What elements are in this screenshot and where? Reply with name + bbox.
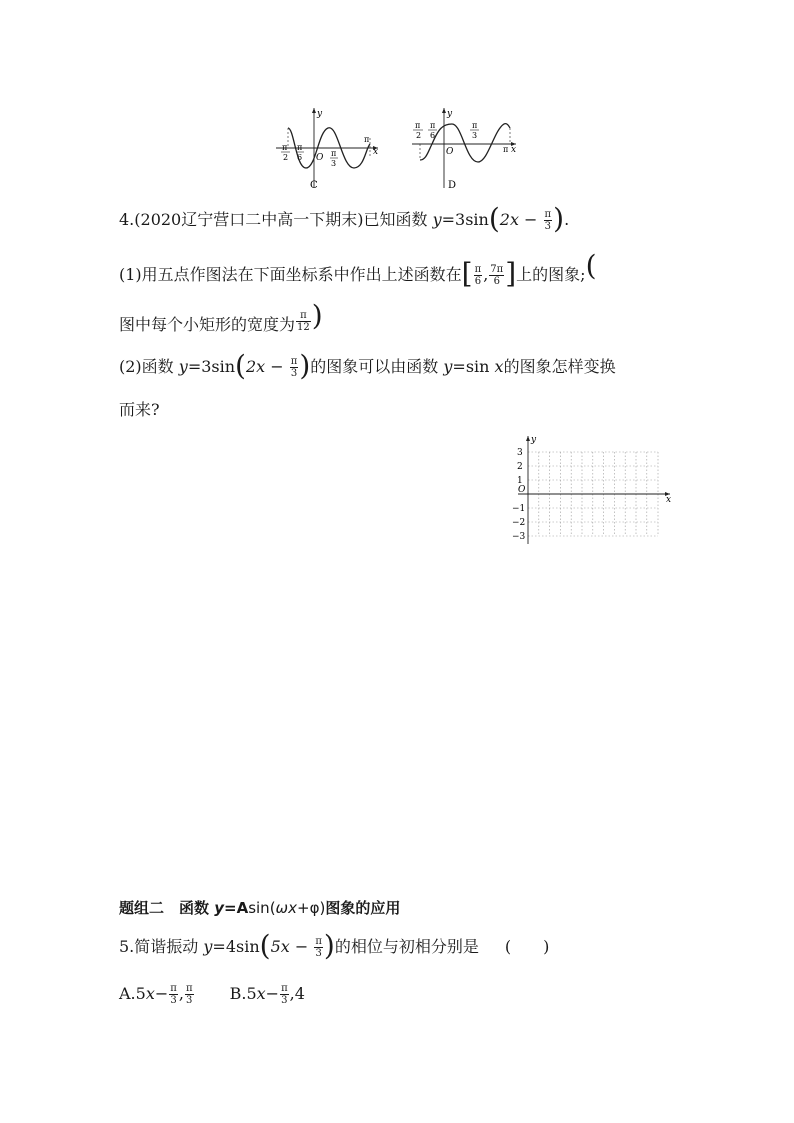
q5-minus: − <box>289 937 314 956</box>
section-title: 题组二 函数 <box>119 899 215 917</box>
q4-part1-paren-open: ( <box>585 248 597 282</box>
q5-option-b-minus: − <box>265 984 280 1003</box>
q4-y: y <box>432 210 442 229</box>
figure-c-tick-pi: π <box>364 135 370 144</box>
q4-part1-line1 <box>119 248 597 290</box>
q4-part2-y: y <box>178 357 188 376</box>
q4-part2-eq: =3sin <box>187 357 236 376</box>
figure-d-tick-pi: π <box>503 145 509 154</box>
q5-eq: =4sin <box>212 937 260 956</box>
q4-part1-text-a: (1)用五点作图法在下面坐标系中作出上述函数在 <box>119 265 462 284</box>
q4-part2-paren-close: ) <box>299 348 311 382</box>
q4-part1-paren-close: ) <box>311 298 323 332</box>
grid-ytick-neg2: −2 <box>512 518 526 528</box>
q4-part2-line2 <box>119 398 160 422</box>
q4-part2-sin: =sin <box>452 357 495 376</box>
q5-options <box>119 982 305 1006</box>
section-eq: =A <box>224 899 249 917</box>
q5-option-a-minus: − <box>154 984 169 1003</box>
figure-d-x-label: x <box>511 145 517 155</box>
q4-paren-open: ( <box>488 201 500 235</box>
q4-part2-x: x <box>494 357 504 376</box>
q5-y: y <box>203 937 213 956</box>
section-heading <box>119 896 400 920</box>
section-phi: +φ) <box>297 899 326 917</box>
grid-origin: O <box>518 485 526 495</box>
q4-part2-paren-open: ( <box>235 348 246 382</box>
q4-part2-sin-y: y <box>443 357 453 376</box>
section-sin: sin( <box>248 899 276 917</box>
q4-minus: − <box>518 210 543 229</box>
section-y: y <box>214 899 225 917</box>
q5-option-a-label: A.5 <box>119 984 146 1003</box>
q5-5x: 5x <box>270 937 290 956</box>
figure-c-y-label: y <box>317 109 323 119</box>
grid-x-label: x <box>666 495 672 505</box>
q4-interval-close: ] <box>505 256 517 290</box>
q4-part2-text-c: 的图象怎样变换 <box>503 357 616 376</box>
figure-d-tick-neg-pi2-num: π <box>415 121 421 130</box>
q4-part2-text-a: (2)函数 <box>119 357 179 376</box>
figure-c-tick-pi3-num: π <box>331 149 337 158</box>
figure-c-tick-neg-pi6-num: π <box>297 143 303 152</box>
grid-y-label: y <box>531 435 537 445</box>
figure-d-origin: O <box>446 147 454 157</box>
section-tail: 图象的应用 <box>325 899 401 917</box>
figure-c-x-label: x <box>373 147 379 157</box>
q4-part2-text-d: 而来? <box>119 400 160 419</box>
q5-option-a-sep: , <box>178 984 184 1003</box>
q4-interval-right: $\frac{7\pi}{6}$ <box>490 264 504 287</box>
q4-interval-left: $\frac{\pi}{6}$ <box>474 264 482 287</box>
q4-intro: 4.(2020辽宁营口二中高一下期末)已知函数 <box>119 210 433 229</box>
figure-c-tick-neg-pi2-num: π <box>282 143 288 152</box>
grid-ytick-1: 1 <box>517 476 523 486</box>
q4-part2-text-b: 的图象可以由函数 <box>310 357 444 376</box>
q5-option-b-x: x <box>256 984 266 1003</box>
q4-part2-frac: $\frac{\pi}{3}$ <box>290 356 298 379</box>
q4-part2-2x: 2x <box>245 357 266 376</box>
q5-option-b-tail: ,4 <box>289 984 305 1003</box>
q4-period: . <box>564 210 570 229</box>
q4-eq: =3sin <box>441 210 489 229</box>
q5-frac: $\frac{\pi}{3}$ <box>315 936 322 959</box>
q4-2x: 2x <box>499 210 519 229</box>
figure-d-tick-pi3-num: π <box>472 121 478 130</box>
q5-answer-blank[interactable]: ( ) <box>504 937 550 956</box>
q5-stem-b: 的相位与初相分别是 <box>334 937 479 956</box>
coordinate-grid <box>508 432 678 548</box>
q5-paren-close: ) <box>323 928 335 962</box>
q4-interval-sep: , <box>483 265 489 284</box>
figure-c-graph <box>272 104 382 194</box>
q4-interval-open: [ <box>461 256 473 290</box>
q5-option-a-frac1: $\frac{\pi}{3}$ <box>170 983 177 1006</box>
figure-d-y-label: y <box>447 109 453 119</box>
figure-d-tick-neg-pi6-den: 6 <box>430 131 436 140</box>
q5-option-a-x: x <box>145 984 155 1003</box>
figure-d-tick-neg-pi2-den: 2 <box>416 131 422 140</box>
q5-option-b[interactable] <box>229 983 305 1006</box>
figure-d-tick-neg-pi6-num: π <box>430 121 436 130</box>
section-omega: ωx <box>275 899 297 917</box>
grid-ytick-neg1: −1 <box>512 504 526 514</box>
figure-d-tick-pi3-den: 3 <box>472 131 478 140</box>
q4-stem <box>119 201 570 235</box>
q4-part1-line2 <box>119 298 323 337</box>
figure-c-origin: O <box>316 153 324 163</box>
q4-width-frac: $\frac{\pi}{12}$ <box>297 310 310 333</box>
q4-frac-pi-3: $\frac{\pi}{3}$ <box>544 209 552 232</box>
q5-option-a[interactable] <box>119 983 200 1006</box>
figure-c-label: C <box>310 180 318 191</box>
q4-part1-text-b: 上的图象; <box>516 265 586 284</box>
q5-option-a-frac2: $\frac{\pi}{3}$ <box>185 983 193 1006</box>
figure-d-label: D <box>448 180 457 191</box>
q4-part2-minus: − <box>265 357 289 376</box>
figure-c-tick-neg-pi6-den: 6 <box>297 153 303 162</box>
q4-part1-text-c: 图中每个小矩形的宽度为 <box>119 315 296 334</box>
figure-c-tick-pi3-den: 3 <box>331 159 337 168</box>
q4-paren-close: ) <box>553 201 565 235</box>
grid-ytick-3: 3 <box>517 448 523 458</box>
figure-d-graph <box>408 104 523 194</box>
q5-stem <box>119 928 550 962</box>
grid-ytick-neg3: −3 <box>512 532 526 542</box>
q5-option-b-label: B.5 <box>229 984 257 1003</box>
q5-option-b-frac: $\frac{\pi}{3}$ <box>281 983 288 1006</box>
figure-c-tick-neg-pi2-den: 2 <box>283 153 289 162</box>
q4-part2-line1 <box>119 348 616 382</box>
grid-ytick-2: 2 <box>517 462 523 472</box>
q5-stem-a: 5.简谐振动 <box>119 937 204 956</box>
q5-paren-open: ( <box>259 928 271 962</box>
